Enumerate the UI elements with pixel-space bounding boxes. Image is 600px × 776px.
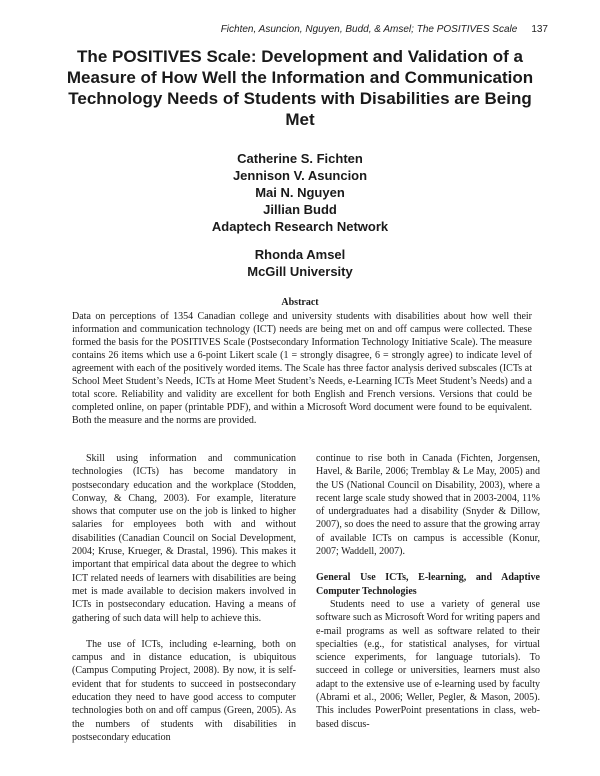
body-column-right bbox=[316, 452, 540, 731]
body-paragraph: The use of ICTs, including e-learning, both on campus and in distance education, is ubiquitous (Campus Computing Project, 2008). By now, it is self-evident that for students to succeed in postsecondary education they need to have good access to computer technologies both on and off campus (Green, 2005). As the numbers of students with disabilities in postsecondary education bbox=[72, 638, 296, 743]
author-name: Jillian Budd bbox=[263, 202, 337, 217]
paper-title: The POSITIVES Scale: Development and Validation of a Measure of How Well the Information and Communication Technology Needs of Students with Disabilities are Being Met bbox=[66, 47, 534, 129]
author-block-2 bbox=[100, 246, 500, 280]
author-name: Catherine S. Fichten bbox=[237, 151, 363, 166]
author-name: Jennison V. Asuncion bbox=[232, 168, 368, 183]
author-block bbox=[100, 150, 500, 235]
abstract-text: Data on perceptions of 1354 Canadian college and university students with disabilities about how well their information and communication technology (ICT) needs are being met on and off campus were collected. These formed the basis for the POSITIVES Scale (Postsecondary Information Technology Initiative Scale). The measure contains 26 items which use a 6-point Likert scale (1 = strongly disagree, 6 = strongly agree) to indicate level of agreement with each of the positively worded items. The Scale has three factor analysis derived subscales (ICTs at School Meet Student’s Needs, ICTs at Home Meet Student’s Needs, e-Learning ICTs Meet Student’s Needs) and a total score. Reliability and validity are excellent for both English and French versions. Versions that could be completed online, on paper (printable PDF), and within a Microsoft Word document were found to be equivalent. Both the measure and the norms are provided. bbox=[72, 311, 532, 426]
body-paragraph: Students need to use a variety of general use software such as Microsoft Word for writing papers and e-mail programs as well as software related to their specialties (e.g., for statistical analyses, for virtual science experiments, for language tutorials). To succeed in college or universities, learners must also adapt to the extensive use of e-learning used by faculty (Abrami et al., 2006; Weller, Pegler, & Mason, 2005). This includes PowerPoint presentations in class, web-based discus- bbox=[316, 598, 540, 730]
running-head-text: Fichten, Asuncion, Nguyen, Budd, & Amsel; The POSITIVES Scale bbox=[220, 24, 518, 35]
body-column-left bbox=[72, 452, 296, 744]
page-number: 137 bbox=[531, 24, 548, 35]
author-name: Rhonda Amsel bbox=[254, 247, 346, 262]
abstract-heading: Abstract bbox=[281, 297, 319, 308]
section-heading: General Use ICTs, E-learning, and Adaptive Computer Technologies bbox=[316, 572, 540, 597]
author-affiliation: McGill University bbox=[247, 264, 353, 279]
running-head bbox=[221, 24, 548, 35]
author-affiliation: Adaptech Research Network bbox=[211, 219, 389, 234]
body-paragraph: continue to rise both in Canada (Fichten, Jorgensen, Havel, & Barile, 2006; Tremblay & Le May, 2005) and the US (National Council on Disability, 2003), where a recent large scale study showed that in 2003-2004, 11% of undergraduates had a disability (Snyder & Dillow, 2007), so does the need to assure that the growing array of available ICTs on campus is accessible (Konur, 2007; Waddell, 2007). bbox=[316, 453, 540, 558]
body-paragraph: Skill using information and communication technologies (ICTs) has become mandatory in postsecondary education and the workplace (Stodden, Conway, & Chang, 2003). For example, literature shows that computer use on the job is linked to higher salaries for employees both with and without disabilities (Canadian Council on Social Development, 2004; Kruse, Krueger, & Drastal, 1996). This makes it important that empirical data about the degree to which ICT related needs of learners with disabilities are being met is made available to decision makers involved in ICTs in postsecondary education. Having a means of gathering of such data will help to achieve this. bbox=[72, 453, 296, 624]
author-name: Mai N. Nguyen bbox=[255, 185, 345, 200]
